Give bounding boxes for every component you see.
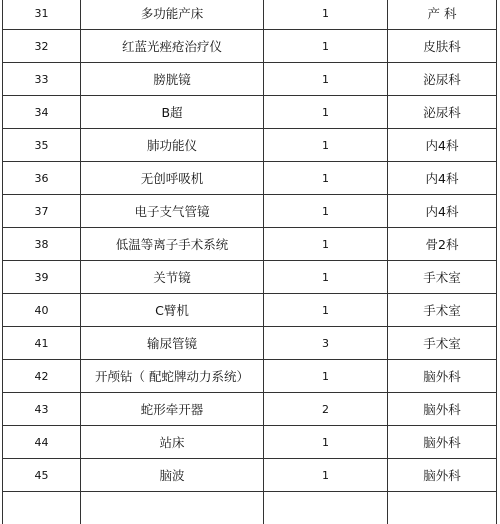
table-row (3, 96, 497, 129)
row-number: 44 (3, 426, 81, 459)
equipment-quantity: 1 (264, 294, 388, 327)
equipment-name: 膀胱镜 (81, 63, 264, 96)
table-row (3, 228, 497, 261)
department: 手术室 (388, 261, 497, 294)
row-number: 32 (3, 30, 81, 63)
equipment-name: C臂机 (81, 294, 264, 327)
department: 内4科 (388, 195, 497, 228)
table-row (3, 294, 497, 327)
table-row (3, 327, 497, 360)
department: 产 科 (388, 0, 497, 30)
equipment-quantity: 1 (264, 195, 388, 228)
equipment-name: 无创呼吸机 (81, 162, 264, 195)
department: 脑外科 (388, 459, 497, 492)
equipment-name: 红蓝光痤疮治疗仪 (81, 30, 264, 63)
equipment-name: 电子支气管镜 (81, 195, 264, 228)
equipment-quantity: 1 (264, 360, 388, 393)
table-row (3, 195, 497, 228)
table-row-partial (3, 492, 497, 524)
department: 脑外科 (388, 393, 497, 426)
row-number: 34 (3, 96, 81, 129)
equipment-name: 输尿管镜 (81, 327, 264, 360)
equipment-quantity: 3 (264, 327, 388, 360)
equipment-name: 蛇形牵开器 (81, 393, 264, 426)
row-number: 42 (3, 360, 81, 393)
row-number: 31 (3, 0, 81, 30)
row-number: 38 (3, 228, 81, 261)
table-row (3, 393, 497, 426)
table-row (3, 426, 497, 459)
equipment-quantity: 1 (264, 426, 388, 459)
department: 脑外科 (388, 360, 497, 393)
equipment-quantity: 1 (264, 162, 388, 195)
table-row (3, 0, 497, 30)
equipment-quantity: 2 (264, 393, 388, 426)
table-row (3, 129, 497, 162)
equipment-name: B超 (81, 96, 264, 129)
equipment-name: 低温等离子手术系统 (81, 228, 264, 261)
equipment-quantity: 1 (264, 96, 388, 129)
row-number: 35 (3, 129, 81, 162)
table-row (3, 30, 497, 63)
department: 皮肤科 (388, 30, 497, 63)
equipment-quantity: 1 (264, 261, 388, 294)
equipment-name: 关节镜 (81, 261, 264, 294)
row-number: 40 (3, 294, 81, 327)
equipment-table-body (3, 0, 497, 524)
equipment-quantity: 1 (264, 459, 388, 492)
empty-cell (3, 492, 81, 524)
table-row (3, 261, 497, 294)
department: 内4科 (388, 129, 497, 162)
department: 泌尿科 (388, 96, 497, 129)
empty-cell (264, 492, 388, 524)
empty-cell (388, 492, 497, 524)
equipment-name: 脑波 (81, 459, 264, 492)
table-row (3, 63, 497, 96)
equipment-quantity: 1 (264, 228, 388, 261)
empty-cell (81, 492, 264, 524)
row-number: 43 (3, 393, 81, 426)
department: 脑外科 (388, 426, 497, 459)
department: 内4科 (388, 162, 497, 195)
department: 手术室 (388, 294, 497, 327)
row-number: 45 (3, 459, 81, 492)
table-row (3, 162, 497, 195)
equipment-quantity: 1 (264, 30, 388, 63)
row-number: 39 (3, 261, 81, 294)
row-number: 41 (3, 327, 81, 360)
department: 骨2科 (388, 228, 497, 261)
equipment-quantity: 1 (264, 63, 388, 96)
equipment-quantity: 1 (264, 0, 388, 30)
equipment-name: 开颅钻（ 配蛇牌动力系统） (81, 360, 264, 393)
equipment-table (2, 0, 497, 524)
row-number: 37 (3, 195, 81, 228)
equipment-quantity: 1 (264, 129, 388, 162)
department: 手术室 (388, 327, 497, 360)
equipment-name: 站床 (81, 426, 264, 459)
table-row (3, 459, 497, 492)
row-number: 33 (3, 63, 81, 96)
row-number: 36 (3, 162, 81, 195)
table-row (3, 360, 497, 393)
department: 泌尿科 (388, 63, 497, 96)
equipment-name: 多功能产床 (81, 0, 264, 30)
equipment-name: 肺功能仪 (81, 129, 264, 162)
